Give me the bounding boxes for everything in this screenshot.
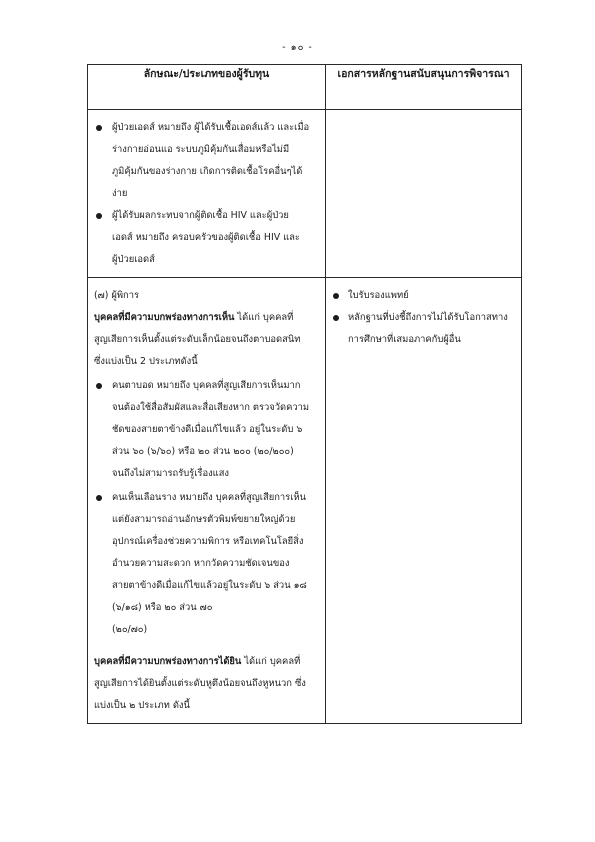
table-row	[88, 278, 522, 724]
text-line: ภูมิคุ้มกันของร่างกาย เกิดการติดเชื้อโรคอื่นๆได้	[112, 166, 303, 177]
text-line: ชัดของสายตาข้างดีเมื่อแก้ไขแล้ว อยู่ในระดับ ๖	[112, 424, 303, 435]
text-line: จนต้องใช้สื่อสัมผัสและสื่อเสียงหาก ตรวจวัดความ	[112, 402, 310, 413]
text-line: สายตาข้างดีเมื่อแก้ไขแล้วอยู่ในระดับ ๖ ส่วน ๑๘	[112, 580, 307, 591]
text-line: ผู้ได้รับผลกระทบจากผู้ติดเชื้อ HIV และผู้ป่วย	[112, 210, 289, 221]
aids-cell	[88, 110, 326, 278]
text-line: (๒๐/๗๐)	[112, 624, 148, 635]
visual-impairment-term: บุคคลที่มีความบกพร่องทางการเห็น	[94, 312, 235, 323]
table-row	[88, 110, 522, 278]
text-line: การศึกษาที่เสมอภาคกับผู้อื่น	[348, 334, 461, 345]
education-evidence-item	[332, 307, 515, 351]
hearing-impairment-text: ได้แก่ บุคคลที่	[241, 656, 301, 667]
aids-documents-cell	[326, 110, 522, 278]
medical-certificate-item	[332, 285, 515, 307]
text-line: อุปกรณ์เครื่องช่วยความพิการ หรือเทคโนโลยีสิ่ง	[112, 536, 304, 547]
text-line: ผู้ป่วยเอดส์	[112, 254, 155, 265]
header-supporting-documents: เอกสารหลักฐานสนับสนุนการพิจารณา	[326, 65, 522, 110]
table-header-row	[88, 65, 522, 110]
text-line: แต่ยังสามารถอ่านอักษรตัวพิมพ์ขยายใหญ่ด้วย	[112, 514, 296, 525]
header-recipient-type: ลักษณะ/ประเภทของผู้รับทุน	[88, 65, 326, 110]
visual-impairment-intro	[94, 307, 319, 329]
disability-heading: (๗) ผู้พิการ	[94, 290, 139, 301]
text-line: ส่วน ๖๐ (๖/๖๐) หรือ ๒๐ ส่วน ๒๐๐ (๒๐/๒๐๐)	[112, 446, 294, 457]
disability-cell	[88, 278, 326, 724]
text-line: ซึ่งแบ่งเป็น 2 ประเภทดังนี้	[94, 356, 198, 367]
disability-documents-cell	[326, 278, 522, 724]
text-line: จนถึงไม่สามารถรับรู้เรื่องแสง	[112, 468, 230, 479]
visual-impairment-text: ได้แก่ บุคคลที่	[234, 312, 294, 323]
text-line: แบ่งเป็น ๒ ประเภท ดังนี้	[94, 700, 190, 711]
text-line: คนเห็นเลือนราง หมายถึง บุคคลที่สูญเสียการเห็น	[112, 492, 306, 503]
hiv-affected-item	[94, 205, 319, 271]
text-line: ร่างกายอ่อนแอ ระบบภูมิคุ้มกันเสื่อมหรือไม่มี	[112, 144, 290, 155]
hearing-impairment-intro	[94, 651, 319, 673]
text-line: หลักฐานที่บ่งชี้ถึงการไม่ได้รับโอกาสทาง	[348, 312, 508, 323]
text-line: สูญเสียการได้ยินตั้งแต่ระดับหูตึงน้อยจนถึงหูหนวก ซึ่ง	[94, 678, 306, 689]
text-line: คนตาบอด หมายถึง บุคคลที่สูญเสียการเห็นมาก	[112, 380, 301, 391]
aids-patient-item	[94, 117, 319, 205]
blind-item	[94, 375, 319, 485]
text-line: อำนวยความสะดวก หากวัดความชัดเจนของ	[112, 558, 290, 569]
text-line: สูญเสียการเห็นตั้งแต่ระดับเล็กน้อยจนถึงตาบอดสนิท	[94, 334, 301, 345]
page-number: - ๑๐ -	[282, 42, 313, 53]
low-vision-item	[94, 487, 319, 641]
text-line: ใบรับรองแพทย์	[348, 290, 409, 301]
text-line: เอดส์ หมายถึง ครอบครัวของผู้ติดเชื้อ HIV และ	[112, 232, 300, 243]
eligibility-table	[87, 64, 522, 724]
text-line: ง่าย	[112, 188, 128, 199]
text-line: ผู้ป่วยเอดส์ หมายถึง ผู้ได้รับเชื้อเอดส์แล้ว และเมื่อ	[112, 122, 310, 133]
hearing-impairment-term: บุคคลที่มีความบกพร่องทางการได้ยิน	[94, 656, 242, 667]
text-line: (๖/๑๘) หรือ ๒๐ ส่วน ๗๐	[112, 602, 213, 613]
